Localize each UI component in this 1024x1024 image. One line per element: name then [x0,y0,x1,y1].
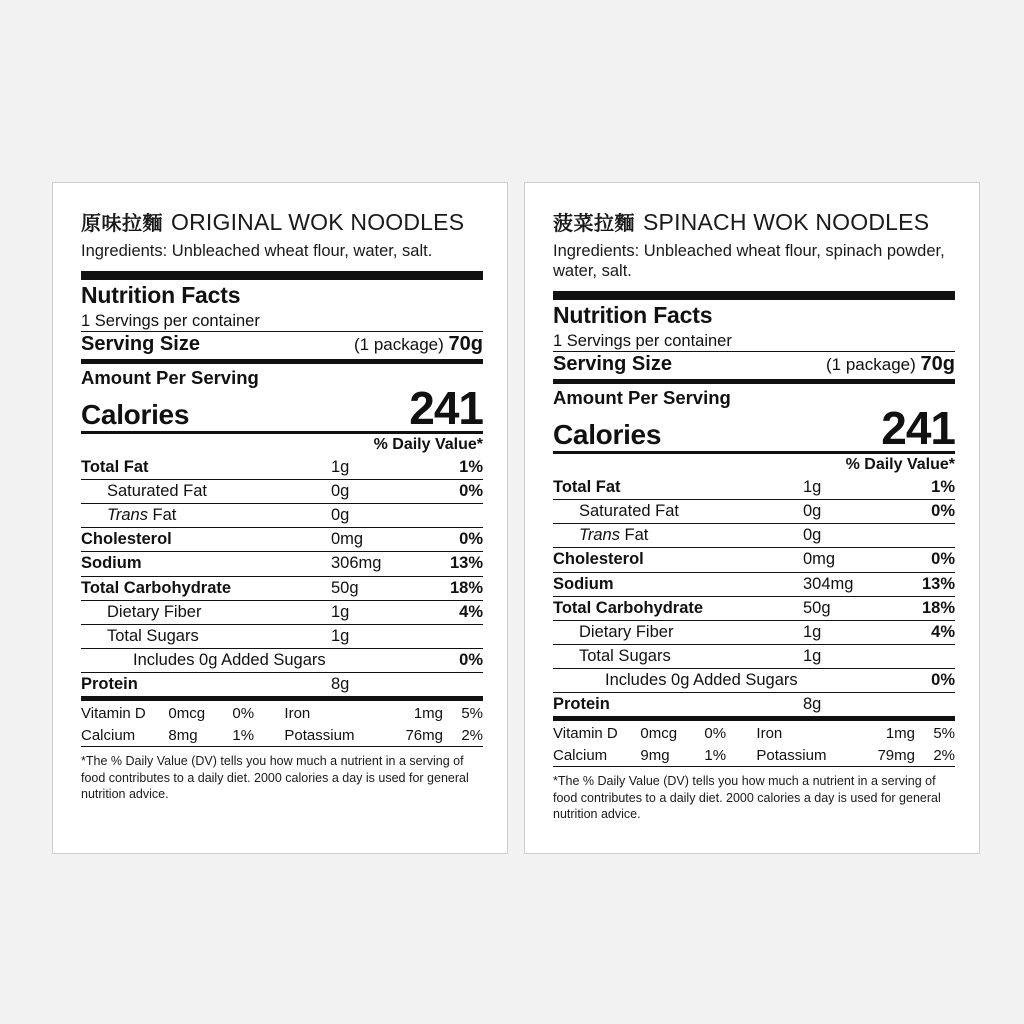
nutrient-daily-value: 0% [893,548,955,572]
nutrient-name: Saturated Fat [81,480,331,504]
nutrient-row [81,600,483,624]
nutrient-daily-value: 4% [421,600,483,624]
nutrient-row [81,673,483,697]
nutrient-daily-value: 18% [421,576,483,600]
divider-top [553,291,955,300]
nutrients-table-body [81,456,483,696]
nutrient-name: Includes 0g Added Sugars [553,669,803,693]
nutrient-row [553,476,955,500]
nutrient-name: Total Carbohydrate [81,576,331,600]
vitamin-name: Vitamin D [81,705,146,723]
nutrient-amount: 1g [803,620,893,644]
ingredients-text: Ingredients: Unbleached wheat flour, spinach powder, water, salt. [553,242,945,281]
amount-per-serving-label: Amount Per Serving [553,387,731,409]
nutrient-daily-value: 1% [931,478,955,497]
nutrient-amount: 1g [803,644,893,668]
nutrient-row [553,620,955,644]
nutrient-amount: 0g [803,524,893,548]
nutrition-facts-panel [553,291,955,823]
vitamin-row [553,745,955,767]
nutrient-daily-value: 18% [893,596,955,620]
divider-vitamins [553,716,955,721]
nutrient-amount: 0mg [331,528,421,552]
serving-size-unit: (1 package) [354,335,444,355]
vitamin-amount: 0mcg [640,725,678,743]
nutrient-row [81,624,483,648]
nutrient-amount [803,669,893,693]
nutrient-name: Dietary Fiber [81,600,331,624]
product-title-en: ORIGINAL WOK NOODLES [171,209,465,235]
vitamin-name-2: Potassium [284,726,355,744]
vitamin-daily-value-2: 2% [461,726,483,744]
nutrient-name: Dietary Fiber [553,620,803,644]
nutrient-amount: 8g [803,693,893,717]
daily-value-footnote: *The % Daily Value (DV) tells you how much a nutrient in a serving of food contributes to a daily diet. 2000 calories a day is used for general nutrition advice. [81,754,469,802]
nutrient-daily-value [421,624,483,648]
nutrient-row [81,552,483,576]
nutrient-daily-value: 0% [421,648,483,672]
nutrient-amount: 0g [803,500,893,524]
nutrient-amount: 1g [803,478,822,497]
nutrient-daily-value: 0% [893,669,955,693]
nutrient-row [553,524,955,548]
nutrient-row [553,669,955,693]
nutrient-name: Protein [553,693,803,717]
vitamin-amount-2: 79mg [877,746,915,764]
product-title [553,207,955,236]
nutrient-name: Total Sugars [553,644,803,668]
divider-vitamins [81,696,483,701]
servings-per-container: 1 Servings per container [553,331,732,350]
daily-value-header: % Daily Value* [845,456,955,474]
serving-size-amount: 70g [920,353,955,376]
nutrient-daily-value [421,504,483,528]
nutrient-row [81,456,483,480]
vitamin-name: Calcium [553,746,608,764]
nutrient-name: Saturated Fat [553,500,803,524]
nutrient-row [81,528,483,552]
nutrient-amount: 50g [331,576,421,600]
label-content [81,207,483,803]
vitamin-daily-value: 0% [232,705,255,723]
nutrient-daily-value: 0% [893,500,955,524]
vitamins-table [553,723,955,766]
nutrition-facts-title: Nutrition Facts [81,282,241,309]
nutrient-amount: 304mg [803,572,893,596]
vitamin-name-2: Iron [284,705,311,723]
vitamin-name-2: Iron [756,725,783,743]
nutrient-amount: 306mg [331,552,421,576]
vitamin-amount-2: 1mg [413,705,443,723]
nutrient-name: Includes 0g Added Sugars [81,648,331,672]
daily-value-footnote: *The % Daily Value (DV) tells you how much a nutrient in a serving of food contributes to a daily diet. 2000 calories a day is used for general nutrition advice. [553,774,941,822]
vitamin-amount-2: 76mg [405,726,443,744]
nutrient-daily-value: 13% [893,572,955,596]
servings-per-container: 1 Servings per container [81,311,260,330]
product-title-cjk: 菠菜拉麵 [553,211,635,235]
nutrient-row [81,504,483,528]
serving-size-row [553,353,955,376]
nutrient-row [81,576,483,600]
vitamin-row [553,723,955,745]
calories-row [553,402,955,455]
product-title-en: SPINACH WOK NOODLES [643,209,930,235]
nutrient-row [553,572,955,596]
nutrient-amount: 8g [331,673,421,697]
nutrient-daily-value: 13% [421,552,483,576]
vitamin-daily-value: 1% [704,746,727,764]
divider-footnote [553,766,955,767]
serving-size-label: Serving Size [81,333,200,356]
vitamin-name: Calcium [81,726,136,744]
nutrient-daily-value: 4% [893,620,955,644]
serving-size-amount: 70g [448,333,483,356]
calories-value: 241 [881,402,955,455]
serving-size-value [826,353,955,376]
nutrient-name: Total Carbohydrate [553,596,803,620]
vitamin-amount: 0mcg [168,705,206,723]
nutrient-amount [331,648,421,672]
nutrient-name: Sodium [553,572,803,596]
vitamins-table-body [553,723,955,766]
nutrient-amount: 1g [331,624,421,648]
nutrient-daily-value [893,693,955,717]
nutrient-amount: 0g [331,504,421,528]
daily-value-header: % Daily Value* [373,436,483,454]
nutrient-daily-value [421,673,483,697]
vitamin-amount: 9mg [640,746,670,764]
nutrition-label-card-original [52,182,508,854]
vitamin-daily-value: 0% [704,725,727,743]
nutrients-table [553,476,955,716]
vitamins-table [81,703,483,746]
vitamin-daily-value-2: 2% [933,746,955,764]
nutrient-amount: 1g [331,600,421,624]
calories-row [81,382,483,435]
serving-size-row [81,333,483,356]
nutrients-table [81,456,483,696]
divider-amount [81,359,483,364]
nutrient-name: Total Fat [81,458,149,477]
divider-footnote [81,746,483,747]
nutrient-row [553,548,955,572]
nutrients-table-body [553,476,955,716]
amount-per-serving-label: Amount Per Serving [81,367,259,389]
nutrient-name: Total Sugars [81,624,331,648]
vitamin-daily-value-2: 5% [461,705,483,723]
vitamins-table-body [81,703,483,746]
nutrient-daily-value [893,644,955,668]
nutrient-row [553,693,955,717]
calories-value: 241 [409,382,483,435]
vitamin-name-2: Potassium [756,746,827,764]
divider-serving [553,351,955,352]
label-content [553,207,955,823]
nutrition-label-card-spinach [524,182,980,854]
vitamin-amount-2: 1mg [885,725,915,743]
ingredients-text: Ingredients: Unbleached wheat flour, water, salt. [81,242,433,260]
nutrient-row [553,596,955,620]
divider-amount [553,379,955,384]
product-title-cjk: 原味拉麵 [81,211,163,235]
nutrient-amount: 0g [331,480,421,504]
vitamin-amount: 8mg [168,726,198,744]
nutrient-amount: 0mg [803,548,893,572]
nutrient-daily-value: 0% [421,480,483,504]
calories-label: Calories [553,419,662,451]
serving-size-label: Serving Size [553,353,672,376]
serving-size-value [354,333,483,356]
vitamin-daily-value: 1% [232,726,255,744]
nutrient-row [81,648,483,672]
nutrient-name: Trans Fat [553,524,803,548]
calories-label: Calories [81,399,190,431]
nutrient-daily-value: 0% [421,528,483,552]
nutrient-row [553,500,955,524]
nutrient-amount: 50g [803,596,893,620]
nutrition-facts-title: Nutrition Facts [553,302,713,329]
nutrient-name: Trans Fat [81,504,331,528]
nutrient-daily-value [893,524,955,548]
nutrient-daily-value: 1% [459,458,483,477]
nutrient-row [81,480,483,504]
divider-serving [81,331,483,332]
nutrient-name: Sodium [81,552,331,576]
vitamin-row [81,725,483,747]
vitamin-daily-value-2: 5% [933,725,955,743]
vitamin-row [81,703,483,725]
serving-size-unit: (1 package) [826,355,916,375]
nutrient-name: Cholesterol [553,548,803,572]
vitamin-name: Vitamin D [553,725,618,743]
divider-top [81,271,483,280]
nutrient-amount: 1g [331,458,350,477]
nutrient-row [553,644,955,668]
nutrition-facts-panel [81,271,483,803]
product-title [81,207,483,236]
nutrient-name: Total Fat [553,478,621,497]
nutrient-name: Cholesterol [81,528,331,552]
nutrient-name: Protein [81,673,331,697]
